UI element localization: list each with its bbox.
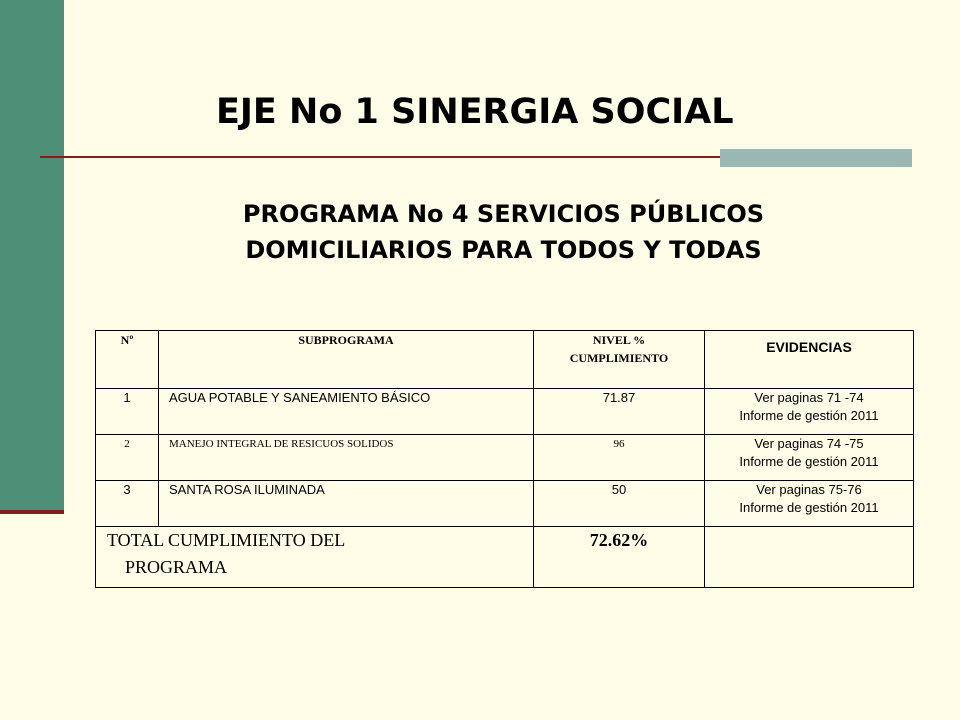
total-label xyxy=(96,527,534,588)
row-level: 96 xyxy=(534,435,705,481)
subtitle-line-1: PROGRAMA No 4 SERVICIOS PÚBLICOS xyxy=(242,200,765,228)
table-row xyxy=(96,389,914,435)
row-evidence xyxy=(705,389,914,435)
header-evidence: EVIDENCIAS xyxy=(705,331,914,389)
row-number: 3 xyxy=(96,481,159,527)
header-level xyxy=(534,331,705,389)
header-number: Nº xyxy=(96,331,159,389)
row-evidence xyxy=(705,481,914,527)
header-subprogram: SUBPROGRAMA xyxy=(159,331,534,389)
total-row xyxy=(96,527,914,588)
subtitle-line-2: DOMICILIARIOS PARA TODOS Y TODAS xyxy=(245,236,762,264)
table-row xyxy=(96,481,914,527)
total-evidence xyxy=(705,527,914,588)
page-title: EJE No 1 SINERGIA SOCIAL xyxy=(216,92,734,132)
evidence-report: Informe de gestión 2011 xyxy=(739,500,879,515)
row-subprogram: SANTA ROSA ILUMINADA xyxy=(159,481,534,527)
header-level-line-1: NIVEL % xyxy=(592,333,646,347)
program-subtitle xyxy=(120,196,887,268)
compliance-table xyxy=(95,330,914,588)
row-subprogram: MANEJO INTEGRAL DE RESICUOS SOLIDOS xyxy=(159,435,534,481)
evidence-report: Informe de gestión 2011 xyxy=(739,408,879,423)
table-row xyxy=(96,435,914,481)
table-header-row xyxy=(96,331,914,389)
header-level-line-2: CUMPLIMIENTO xyxy=(569,351,669,365)
row-level: 71.87 xyxy=(534,389,705,435)
side-bar xyxy=(0,0,64,510)
row-evidence xyxy=(705,435,914,481)
evidence-pages: Ver paginas 75-76 xyxy=(756,482,862,497)
row-number: 1 xyxy=(96,389,159,435)
title-accent-bar xyxy=(720,149,912,167)
evidence-pages: Ver paginas 74 -75 xyxy=(754,436,864,451)
row-number: 2 xyxy=(96,435,159,481)
row-level: 50 xyxy=(534,481,705,527)
total-label-line-2: PROGRAMA xyxy=(125,557,228,577)
evidence-pages: Ver paginas 71 -74 xyxy=(754,390,864,405)
total-label-line-1: TOTAL CUMPLIMIENTO DEL xyxy=(107,530,346,550)
total-value: 72.62% xyxy=(534,527,705,588)
row-subprogram: AGUA POTABLE Y SANEAMIENTO BÁSICO xyxy=(159,389,534,435)
evidence-report: Informe de gestión 2011 xyxy=(739,454,879,469)
side-bar-rule xyxy=(0,510,64,514)
